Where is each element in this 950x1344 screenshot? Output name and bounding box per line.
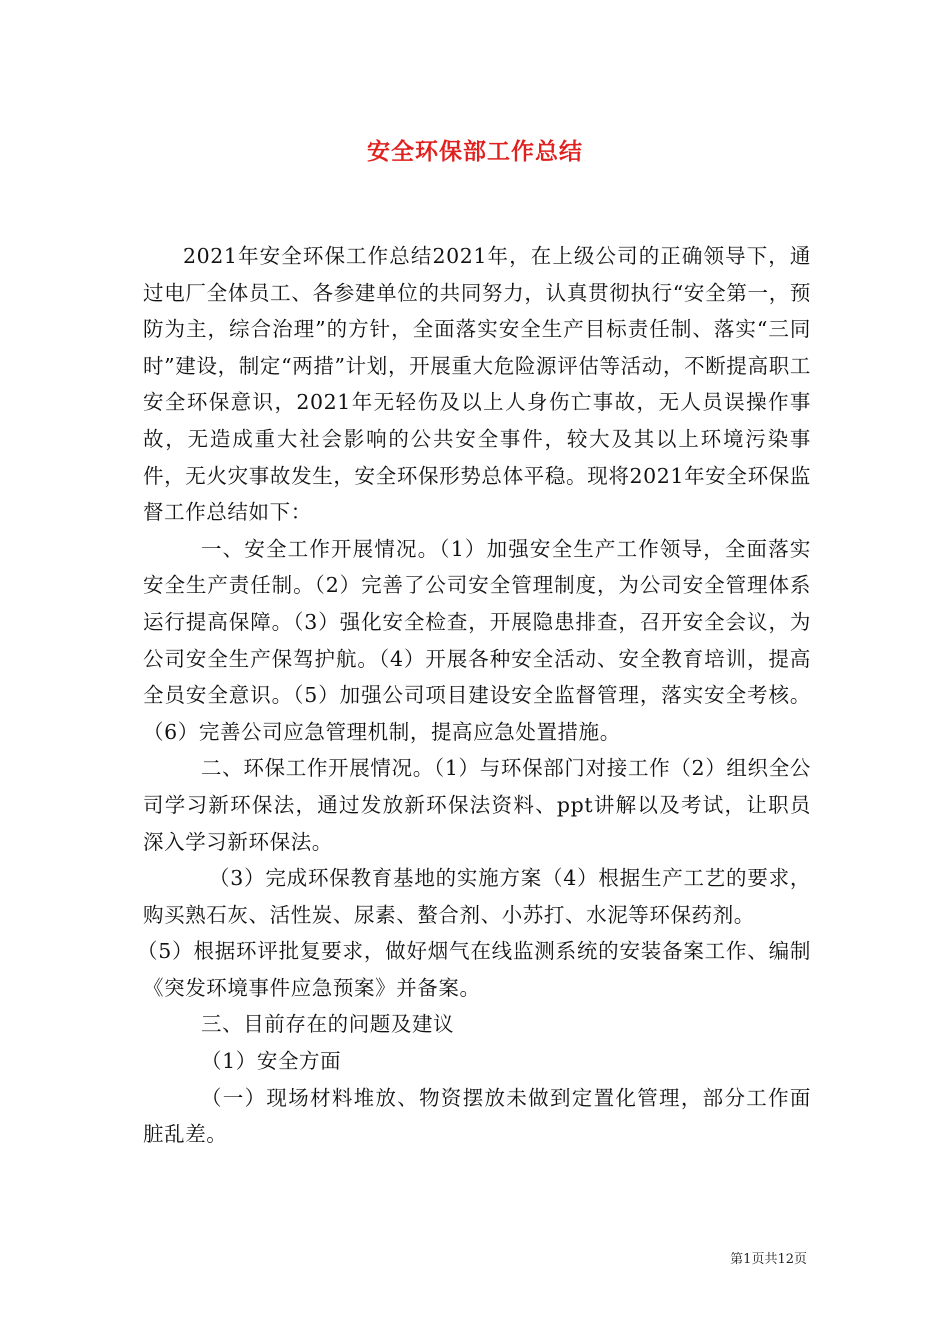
paragraph-environment-item-5: （5）根据环评批复要求，做好烟气在线监测系统的安装备案工作、编制《突发环境事件应急预案》并备案。 (137, 939, 811, 1000)
heading-problems: 三、目前存在的问题及建议 (201, 1012, 455, 1037)
paragraph-intro: 2021年安全环保工作总结2021年，在上级公司的正确领导下，通过电厂全体员工、各参建单位的共同努力，认真贯彻执行“安全第一，预防为主，综合治理”的方针，全面落实安全生产目标责任制、落实“三同时”建设，制定“两措”计划，开展重大危险源评估等活动，不断提高职工安全环保意识，2021年无轻伤及以上人身伤亡事故，无人员误操作事故，无造成重大社会影响的公共安全事件，较大及其以上环境污染事件，无火灾事故发生，安全环保形势总体平稳。现将2021年安全环保监督工作总结如下： (143, 244, 811, 525)
heading-safety-aspect: （1）安全方面 (201, 1049, 342, 1074)
paragraph-environment-items: （3）完成环保教育基地的实施方案（4）根据生产工艺的要求，购买熟石灰、活性炭、尿素、螯合剂、小苏打、水泥等环保药剂。 (143, 866, 811, 927)
paragraph-environment-work: 二、环保工作开展情况。（1）与环保部门对接工作（2）组织全公司学习新环保法，通过发放新环保法资料、ppt讲解以及考试，让职员深入学习新环保法。 (143, 756, 811, 854)
document-body (137, 238, 811, 1153)
paragraph-safety-work: 一、安全工作开展情况。（1）加强安全生产工作领导，全面落实安全生产责任制。（2）完善了公司安全管理制度，为公司安全管理体系运行提高保障。（3）强化安全检查，开展隐患排查，召开安全会议，为公司安全生产保驾护航。（4）开展各种安全活动、安全教育培训，提高全员安全意识。（5）加强公司项目建设安全监督管理，落实安全考核。（6）完善公司应急管理机制，提高应急处置措施。 (143, 536, 811, 744)
document-title: 安全环保部工作总结 (367, 139, 583, 165)
page-number: 第1页共12页 (730, 1252, 807, 1267)
paragraph-problem-1: （一）现场材料堆放、物资摆放未做到定置化管理，部分工作面脏乱差。 (143, 1085, 811, 1147)
